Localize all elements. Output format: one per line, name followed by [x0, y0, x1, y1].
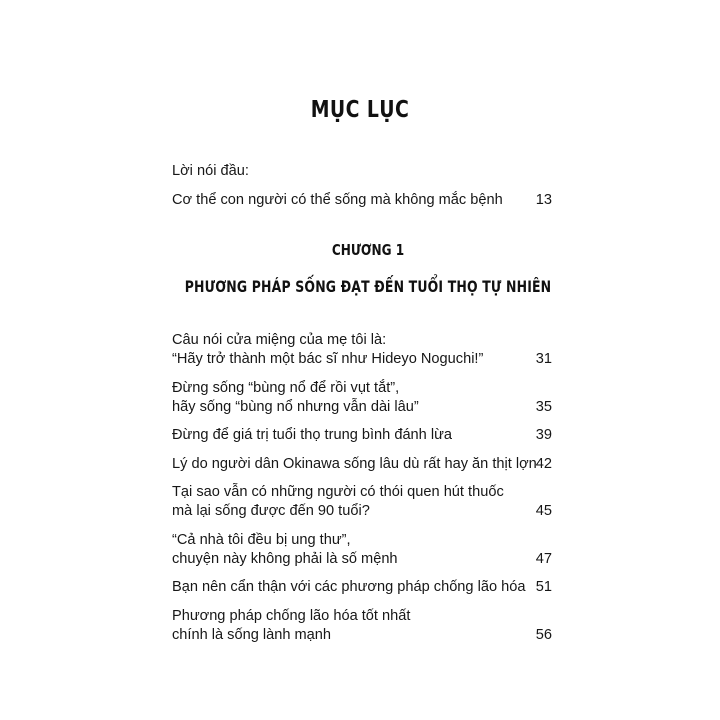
toc-entry-2-page: 35: [535, 399, 552, 415]
toc-entry-2-line-1: Đừng sống “bùng nổ để rồi vụt tắt”,: [172, 380, 400, 396]
toc-entry-5-line-1: Tại sao vẫn có những người có thói quen hút thuốc: [172, 484, 504, 500]
page-title: MỤC LỤC: [310, 97, 410, 124]
toc-entry-5-page: 45: [535, 503, 552, 519]
toc-entry-3-page: 39: [535, 427, 552, 443]
toc-entry-8-line-2: chính là sống lành mạnh: [172, 627, 332, 643]
toc-entry-7-line-1: Bạn nên cẩn thận với các phương pháp chống lão hóa: [172, 579, 526, 595]
toc-entry-4-page: 42: [535, 456, 552, 472]
toc-entry-8-page: 56: [535, 627, 552, 643]
preface-entry-page: 13: [535, 192, 552, 208]
toc-entry-1-line-1: Câu nói cửa miệng của mẹ tôi là:: [172, 332, 387, 348]
toc-entry-8-line-1: Phương pháp chống lão hóa tốt nhất: [172, 608, 411, 624]
toc-entry-1-line-2: “Hãy trở thành một bác sĩ như Hideyo Noguchi!”: [172, 351, 484, 367]
chapter-title: PHƯƠNG PHÁP SỐNG ĐẠT ĐẾN TUỔI THỌ TỰ NHIÊN: [184, 277, 552, 296]
chapter-number: CHƯƠNG 1: [331, 241, 405, 259]
toc-entry-4-line-1: Lý do người dân Okinawa sống lâu dù rất hay ăn thịt lợn: [172, 456, 537, 472]
preface-label: Lời nói đầu:: [172, 163, 249, 179]
preface-entry-line-1: Cơ thể con người có thể sống mà không mắc bệnh: [172, 192, 503, 208]
toc-entry-3-line-1: Đừng để giá trị tuổi thọ trung bình đánh lừa: [172, 427, 452, 443]
toc-entry-7-page: 51: [535, 579, 552, 595]
toc-entry-2-line-2: hãy sống “bùng nổ nhưng vẫn dài lâu”: [172, 399, 419, 415]
toc-entry-1-page: 31: [535, 351, 552, 367]
toc-entry-6-line-2: chuyện này không phải là số mệnh: [172, 551, 398, 567]
toc-entry-5-line-2: mà lại sống được đến 90 tuổi?: [172, 503, 370, 519]
toc-entry-6-line-1: “Cả nhà tôi đều bị ung thư”,: [172, 532, 351, 548]
toc-entry-6-page: 47: [535, 551, 552, 567]
